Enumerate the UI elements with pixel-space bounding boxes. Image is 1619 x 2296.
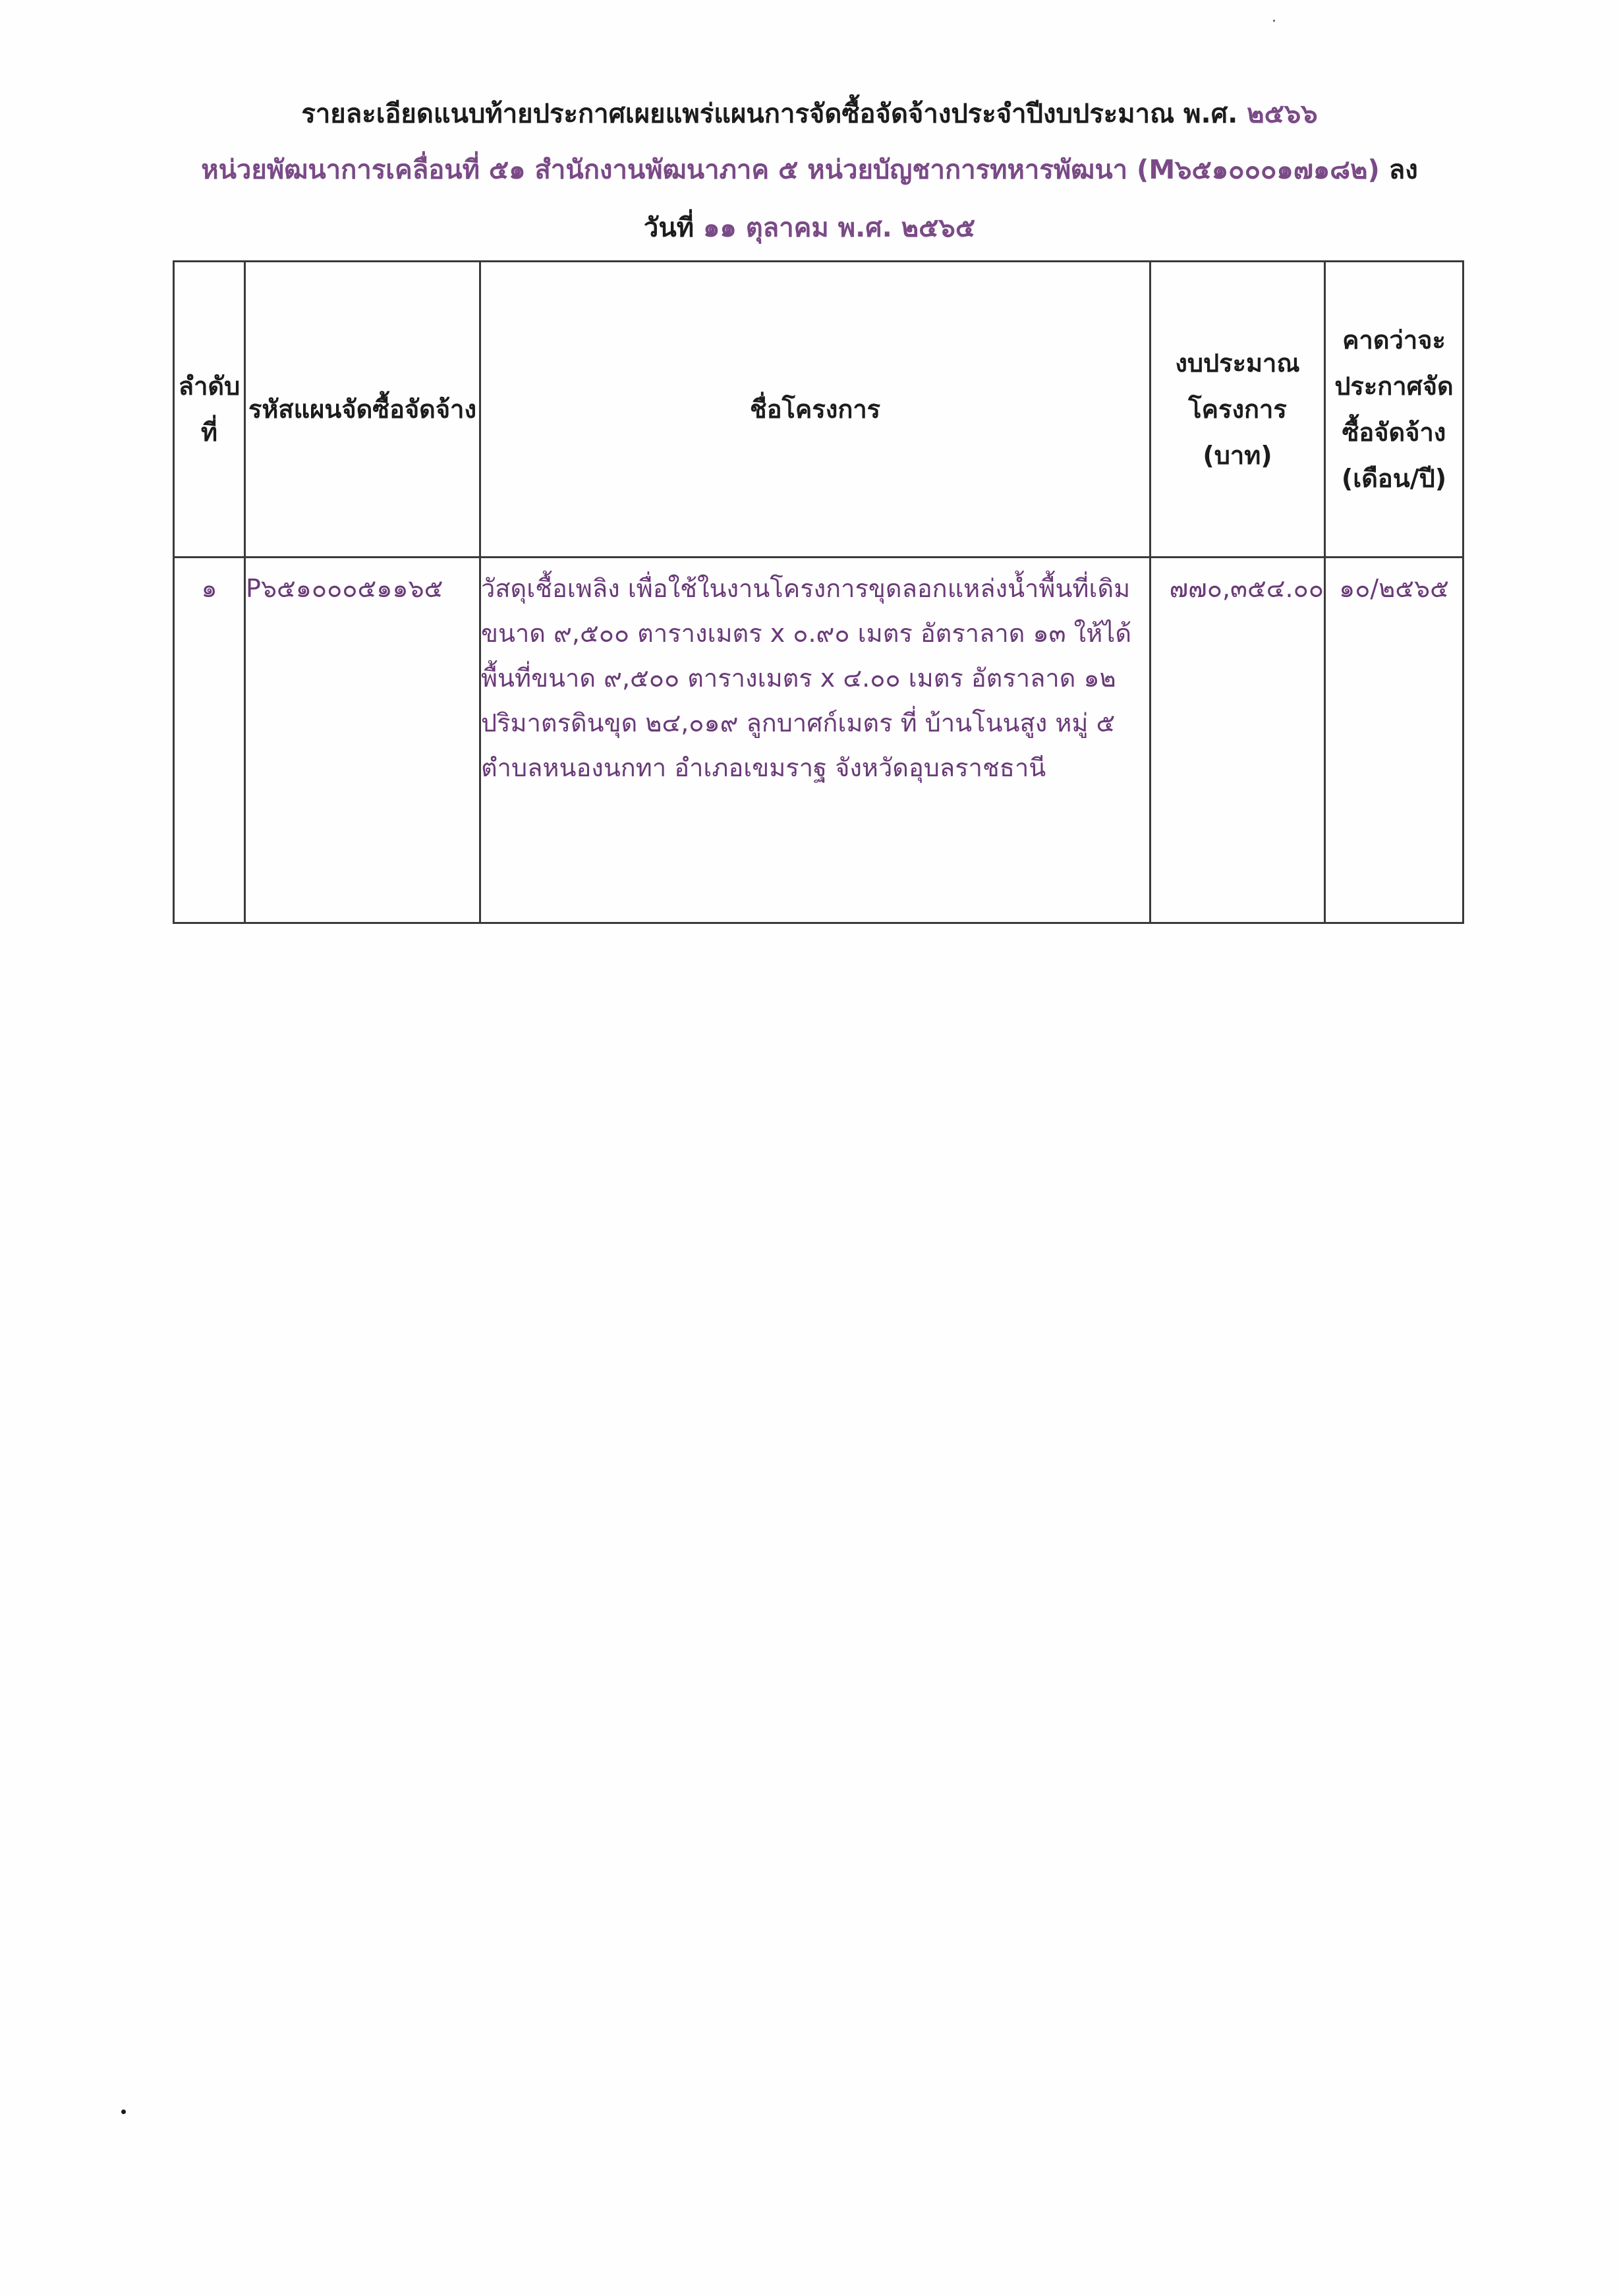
title-text: รายละเอียดแนบท้ายประกาศเผยแพร่แผนการจัดซื้อจัดจ้างประจำปีงบประมาณ พ.ศ. bbox=[301, 99, 1238, 129]
header-budget: งบประมาณโครงการ (บาท) bbox=[1150, 262, 1325, 558]
date-line bbox=[0, 210, 1619, 246]
row-plan-code: P๖๕๑๐๐๐๕๑๑๖๕ bbox=[245, 558, 480, 923]
fiscal-year: ๒๕๖๖ bbox=[1247, 99, 1318, 129]
procurement-plan-table bbox=[173, 260, 1464, 924]
header-sequence-no: ลำดับที่ bbox=[174, 262, 245, 558]
row-expected-date: ๑๐/๒๕๖๕ bbox=[1325, 558, 1463, 923]
table-row bbox=[174, 558, 1463, 923]
header-plan-code: รหัสแผนจัดซื้อจัดจ้าง bbox=[245, 262, 480, 558]
row-budget: ๗๗๐,๓๕๔.๐๐ bbox=[1150, 558, 1325, 923]
row-project-name: วัสดุเชื้อเพลิง เพื่อใช้ในงานโครงการขุดลอกแหล่งน้ำพื้นที่เดิมขนาด ๙,๕๐๐ ตารางเมตร x ๐.๙๐ เมตร อัตราลาด ๑๓ ให้ได้พื้นที่ขนาด ๙,๕๐๐ ตารางเมตร x ๔.๐๐ เมตร อัตราลาด ๑๒ ปริมาตรดินขุด ๒๔,๐๑๙ ลูกบาศก์เมตร ที่ บ้านโนนสูง หมู่ ๕ ตำบลหนองนกทา อำเภอเขมราฐ จังหวัดอุบลราชธานี bbox=[480, 558, 1150, 923]
agency-line bbox=[0, 152, 1619, 188]
row-sequence-no: ๑ bbox=[174, 558, 245, 923]
agency-name: หน่วยพัฒนาการเคลื่อนที่ ๕๑ สำนักงานพัฒนาภาค ๕ หน่วยบัญชาการทหารพัฒนา (M๖๕๑๐๐๐๑๗๑๘๒) bbox=[201, 155, 1380, 185]
scan-dot bbox=[121, 2109, 126, 2114]
header-project-name: ชื่อโครงการ bbox=[480, 262, 1150, 558]
document-title bbox=[0, 96, 1619, 132]
header-expected-date: คาดว่าจะประกาศจัดซื้อจัดจ้าง (เดือน/ปี) bbox=[1325, 262, 1463, 558]
scan-speck bbox=[1273, 20, 1275, 22]
signed-label: ลง bbox=[1388, 155, 1418, 185]
date-label: วันที่ bbox=[643, 213, 695, 243]
table-header-row bbox=[174, 262, 1463, 558]
date-value: ๑๑ ตุลาคม พ.ศ. ๒๕๖๕ bbox=[703, 213, 976, 243]
